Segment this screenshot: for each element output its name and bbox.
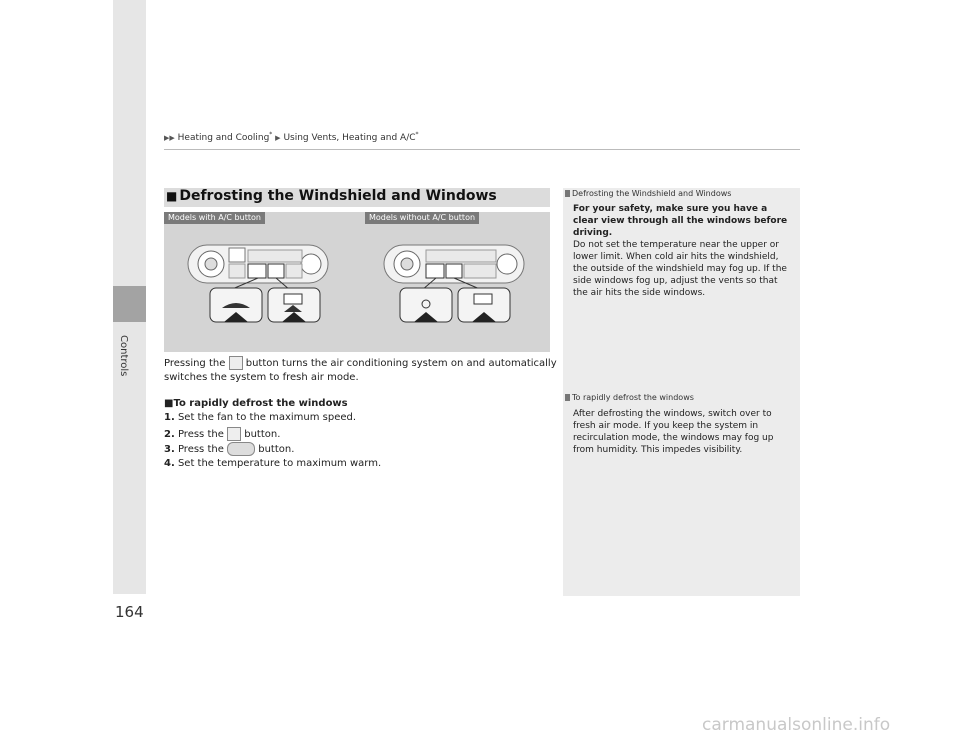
section-title: ■ Defrosting the Windshield and Windows (166, 188, 497, 204)
page-number: 164 (115, 603, 144, 621)
side-tab-marker (113, 286, 146, 322)
step-4: 4. Set the temperature to maximum warm. (164, 458, 382, 469)
note-title-defrosting: Defrosting the Windshield and Windows (565, 189, 731, 198)
step-2: 2. Press the button. (164, 429, 281, 440)
note-text-rapid: After defrosting the windows, switch over to fresh air mode. If you keep the system in recirculation mode, the windows may fog up from humidity. This impedes visibility. (573, 409, 774, 455)
breadcrumb-item-vents[interactable]: Using Vents, Heating and A/C (283, 133, 416, 143)
breadcrumb-item-heating[interactable]: Heating and Cooling (177, 133, 270, 143)
panel-without-ac (384, 245, 524, 322)
section-square-icon: ■ (166, 189, 178, 203)
breadcrumb-arrow-icon: ▶ (275, 134, 281, 142)
subheading: ■To rapidly defrost the windows (164, 398, 348, 409)
note-title-rapid: To rapidly defrost the windows (565, 393, 694, 402)
breadcrumb (164, 131, 419, 143)
front-defrost-icon (229, 356, 243, 370)
asterisk: * (269, 131, 273, 138)
climate-panel-illustration (164, 212, 550, 352)
figure-label-with-ac: Models with A/C button (164, 212, 265, 224)
note-text-defrosting: For your safety, make sure you have a clear view through all the windows before driving. Do not set the temperature near the upper or lower limit. When cold air hits the windshield, the outside of the windshield may fog up. If the side windows fog up, adjust the vents so that the air hits the side windows. (573, 204, 788, 298)
watermark: carmanualsonline.info (702, 715, 891, 735)
panel-with-ac (188, 245, 328, 322)
breadcrumb-arrow-icon: ▶▶ (164, 134, 175, 142)
front-defrost-icon (227, 427, 241, 441)
body-paragraph: Pressing the button turns the air conditioning system on and automatically (164, 358, 557, 369)
body-paragraph-line2: switches the system to fresh air mode. (164, 372, 359, 383)
figure-label-without-ac: Models without A/C button (365, 212, 479, 224)
fresh-air-mode-icon (227, 442, 255, 456)
note-marker-icon (565, 190, 570, 197)
subheading-square-icon: ■ (164, 398, 174, 409)
step-3: 3. Press the button. (164, 444, 295, 455)
header-divider (164, 149, 800, 150)
asterisk: * (415, 131, 419, 138)
step-1: 1. Set the fan to the maximum speed. (164, 412, 357, 423)
climate-panel-figure (164, 212, 550, 352)
side-tab-label: Controls (118, 335, 129, 377)
note-marker-icon (565, 394, 570, 401)
